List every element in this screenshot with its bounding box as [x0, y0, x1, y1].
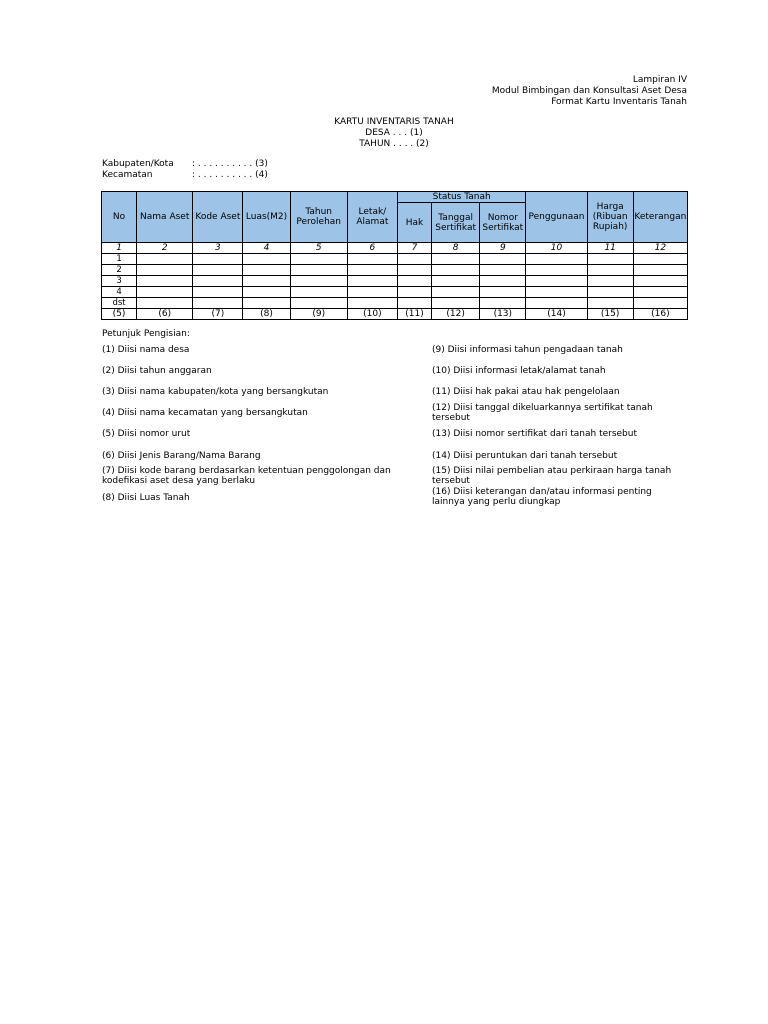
- footer-ref: (6): [137, 309, 193, 320]
- meta-label: Kecamatan: [102, 170, 153, 180]
- meta-fields: [102, 159, 268, 181]
- table-row: [102, 276, 688, 287]
- header-keterangan: Keterangan: [633, 192, 687, 243]
- instruction-item: (4) Diisi nama kecamatan yang bersangkutan: [102, 408, 308, 418]
- title-line: DESA . . . (1): [365, 128, 423, 138]
- instruction-item: (13) Diisi nomor sertifikat dari tanah tersebut: [432, 429, 638, 439]
- document-title: [0, 117, 768, 150]
- column-number: 9: [480, 243, 526, 254]
- header-luas: Luas(M2): [243, 192, 290, 243]
- meta-value: : . . . . . . . . . . (4): [192, 170, 268, 180]
- document-header: [492, 75, 687, 108]
- table-row: [102, 265, 688, 276]
- footer-ref-row: [102, 309, 688, 320]
- instruction-item: (2) Diisi tahun anggaran: [102, 366, 212, 376]
- instruction-item: (3) Diisi nama kabupaten/kota yang bersangkutan: [102, 387, 329, 397]
- footer-ref: (5): [102, 309, 137, 320]
- meta-label: Kabupaten/Kota: [102, 159, 174, 169]
- header-status-tanah: Status Tanah: [397, 192, 525, 203]
- instruction-item: (8) Diisi Luas Tanah: [102, 493, 190, 503]
- header-harga: Harga (Ribuan Rupiah): [587, 192, 633, 243]
- row-label: 3: [102, 276, 137, 287]
- header-no: No: [102, 192, 137, 243]
- column-number: 10: [526, 243, 587, 254]
- footer-ref: (10): [347, 309, 397, 320]
- instruction-item: (16) Diisi keterangan dan/atau informasi penting lainnya yang perlu diungkap: [432, 487, 652, 507]
- instruction-item: (15) Diisi nilai pembelian atau perkiraan harga tanah tersebut: [432, 466, 672, 486]
- header-line: Format Kartu Inventaris Tanah: [551, 97, 687, 107]
- header-line: Modul Bimbingan dan Konsultasi Aset Desa: [491, 86, 687, 96]
- meta-row: [102, 170, 268, 181]
- header-letak-alamat: Letak/ Alamat: [347, 192, 397, 243]
- row-label: 2: [102, 265, 137, 276]
- row-label: 1: [102, 254, 137, 265]
- instruction-item: (7) Diisi kode barang berdasarkan ketentuan penggolongan dan kodefikasi aset desa yang berlaku: [102, 466, 391, 486]
- column-number: 1: [102, 243, 137, 254]
- instruction-item: (12) Diisi tanggal dikeluarkannya sertifikat tanah tersebut: [432, 403, 653, 423]
- header-nomor-sertifikat: Nomor Sertifikat: [480, 203, 526, 243]
- column-number: 5: [290, 243, 347, 254]
- meta-row: [102, 159, 268, 170]
- footer-ref: (14): [526, 309, 587, 320]
- instruction-item: (5) Diisi nomor urut: [102, 429, 191, 439]
- header-line: Lampiran IV: [632, 75, 687, 85]
- header-kode-aset: Kode Aset: [193, 192, 243, 243]
- footer-ref: (13): [480, 309, 526, 320]
- meta-value: : . . . . . . . . . . (3): [192, 159, 268, 169]
- column-number: 7: [397, 243, 431, 254]
- footer-ref: (7): [193, 309, 243, 320]
- table-header-row: [102, 192, 688, 203]
- header-tahun-perolehan: Tahun Perolehan: [290, 192, 347, 243]
- header-penggunaan: Penggunaan: [526, 192, 587, 243]
- column-number: 11: [587, 243, 633, 254]
- instruction-item: (10) Diisi informasi letak/alamat tanah: [432, 366, 606, 376]
- footer-ref: (16): [633, 309, 687, 320]
- instruction-item: (9) Diisi informasi tahun pengadaan tanah: [432, 345, 623, 355]
- footer-ref: (12): [432, 309, 480, 320]
- instructions-title: Petunjuk Pengisian:: [102, 329, 190, 339]
- title-line: TAHUN . . . . (2): [359, 139, 429, 149]
- column-number-row: [102, 243, 688, 254]
- title-line: KARTU INVENTARIS TANAH: [334, 117, 454, 127]
- column-number: 2: [137, 243, 193, 254]
- header-hak: Hak: [397, 203, 431, 243]
- row-label: dst: [102, 298, 137, 309]
- footer-ref: (8): [243, 309, 290, 320]
- column-number: 12: [633, 243, 687, 254]
- instruction-item: (1) Diisi nama desa: [102, 345, 190, 355]
- footer-ref: (15): [587, 309, 633, 320]
- instruction-item: (6) Diisi Jenis Barang/Nama Barang: [102, 451, 261, 461]
- column-number: 8: [432, 243, 480, 254]
- inventory-table: [101, 191, 688, 320]
- row-label: 4: [102, 287, 137, 298]
- header-nama-aset: Nama Aset: [137, 192, 193, 243]
- instruction-item: (11) Diisi hak pakai atau hak pengelolaan: [432, 387, 620, 397]
- table-row: [102, 287, 688, 298]
- column-number: 6: [347, 243, 397, 254]
- footer-ref: (9): [290, 309, 347, 320]
- column-number: 4: [243, 243, 290, 254]
- table-row: [102, 254, 688, 265]
- table-row: [102, 298, 688, 309]
- instruction-item: (14) Diisi peruntukan dari tanah tersebut: [432, 451, 618, 461]
- header-tanggal-sertifikat: Tanggal Sertifikat: [432, 203, 480, 243]
- column-number: 3: [193, 243, 243, 254]
- footer-ref: (11): [397, 309, 431, 320]
